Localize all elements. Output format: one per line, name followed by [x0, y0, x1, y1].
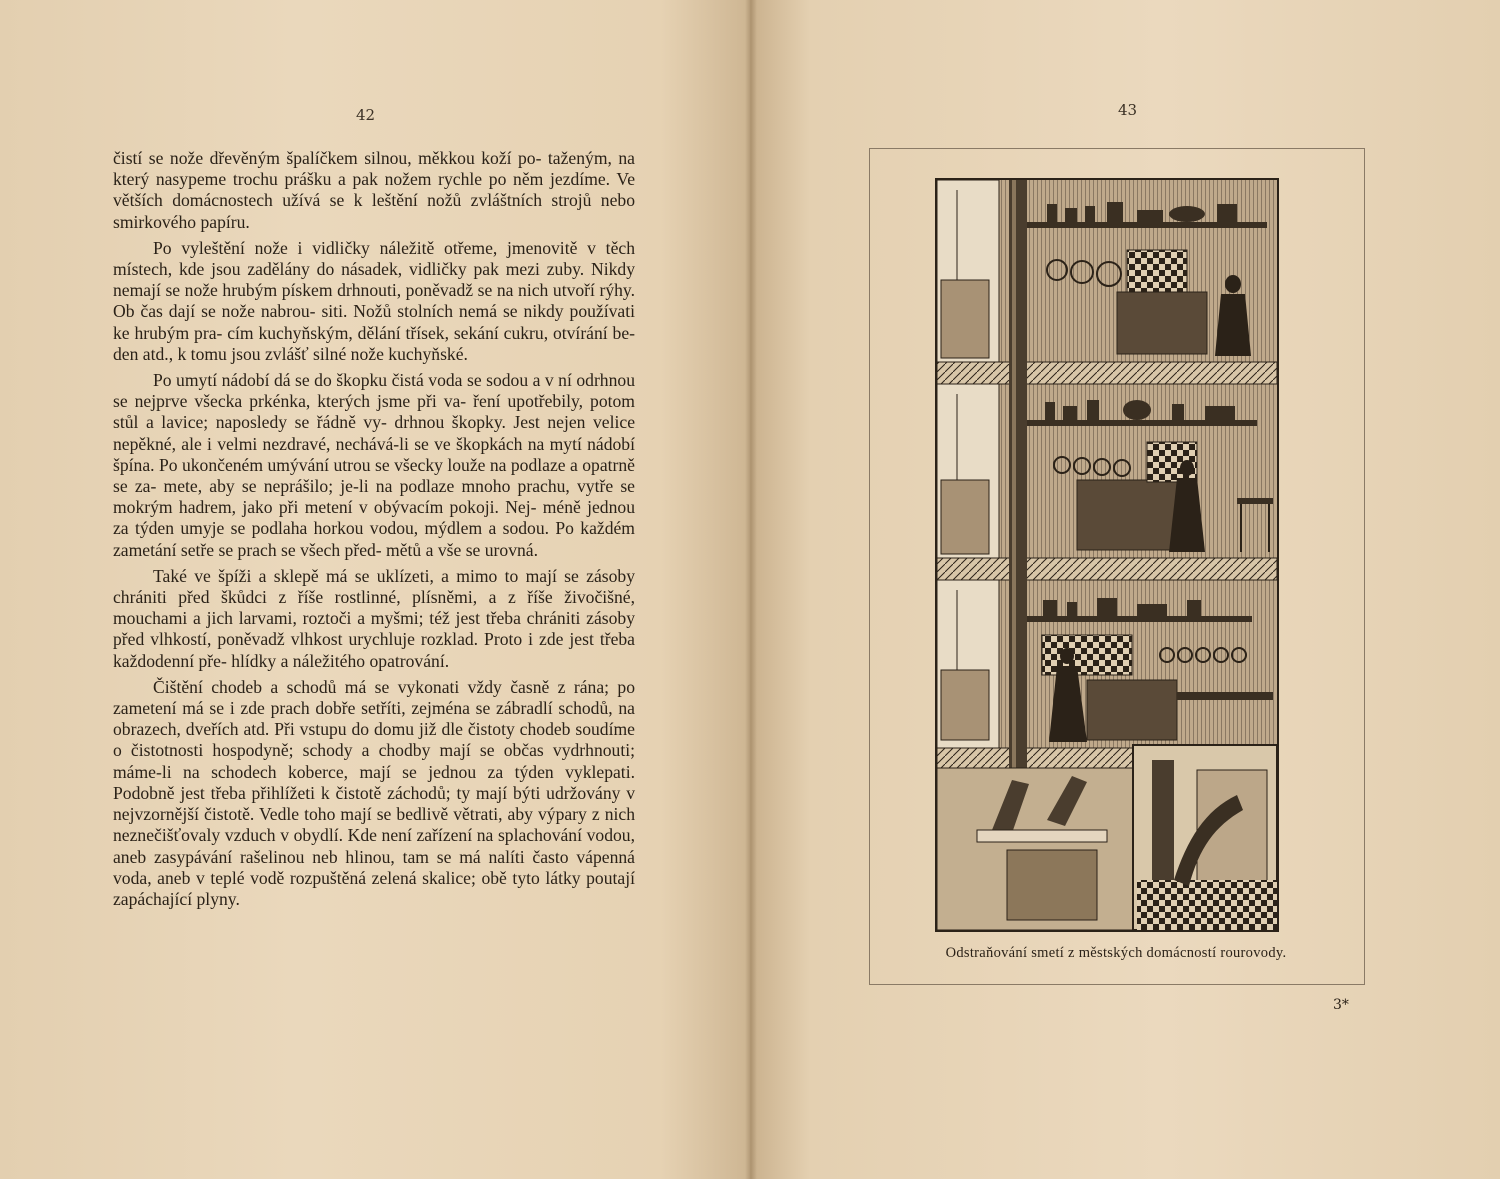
signature-mark: 3*	[1333, 997, 1349, 1013]
paragraph: Po umytí nádobí dá se do škopku čistá voda se sodou a v ní odrhnou se nejprve všecka prkénka, kterých jsme při va- ření upotřebily, potom stůl a lavice; naposledy se řádně vy- drhnou škopky. Jest nejen velice nepěkné, ale i velmi nezdravé, nechává-li se ve škopkách na mytí nádobí špína. Po ukončeném umývání utrou se všecky louže na podlaze a opatrně se za- mete, aby se neprášilo; je-li na podlaze mnoho prachu, vytře se mokrým hadrem, jako při metení v obývacím pokoji. Nej- méně jednou za týden umyje se podlaha horkou vodou, mýdlem a sodou. Po každém zametání setře se prach se všech před- mětů a vše se urovná.	[113, 370, 635, 560]
figure-caption: Odstraňování smetí z městských domácností rourovody.	[945, 945, 1287, 961]
paragraph: čistí se nože dřevěným špalíčkem silnou, měkkou koží po- taženým, na který nasypeme trochu prášku a pak nožem rychle po něm jezdíme. Ve větších domácnostech užívá se k leštění nožů zvláštních strojů nebo smirkového papíru.	[113, 148, 635, 232]
paragraph: Po vyleštění nože i vidličky náležitě otřeme, jmenovitě v těch místech, kde jsou zadělány do násadek, vidličky pak mezi zuby. Nikdy nemají se nože hrubým pískem drhnouti, poněvadž se na nich utvoří rýhy. Ob čas dají se nože nabrou- siti. Nožů stolních nemá se nikdy používati ke hrubým pra- cím kuchyňským, dělání třísek, sekání cukru, otvírání be- den atd., k tomu jsou zvlášť silné nože kuchyňské.	[113, 237, 635, 364]
engraving-illustration	[935, 178, 1279, 932]
paragraph: Také ve špíži a sklepě má se uklízeti, a mimo to mají se zásoby chrániti před škůdci z říše rostlinné, plísněmi, a z říše živočišné, mouchami a jich larvami, roztoči a myšmi; též jest třeba chrániti zásoby před vlhkostí, poněvadž vlhkost urychluje rozklad. Proto i zde jest třeba každodenní pře- hlídky a náležitého opatrování.	[113, 565, 635, 671]
body-text	[113, 148, 635, 915]
page-number-left: 42	[356, 106, 376, 124]
engraving-drawing	[937, 180, 1277, 930]
page-number-right: 43	[1118, 101, 1138, 119]
paragraph: Čištění chodeb a schodů má se vykonati vždy časně z rána; po zametení má se i zde prach dobře setříti, zejména se zábradlí schodů, na obrazech, dveřích atd. Při vstupu do domu již dle čistoty chodeb soudíme o čistotnosti hospodyně; schody a chodby mají se občas vydrhnouti; máme-li na schodech koberce, mají se jednou za týden vyklepati. Podobně jest třeba přihlížeti k čistotě záchodů; ty mají býti udržovány v nejvzornější čistotě. Vedle toho mají se bedlivě větrati, aby výpary z nich neznečišťovaly vzduch v obydlí. Kde není zařízení na splachování vodou, aneb zasypávání rašelinou neb hlinou, tam se má nalíti často vápenná voda, aneb v teplé vodě rozpuštěná zelená skalice; obě tyto látky poutají zapáchající plyny.	[113, 676, 635, 909]
book-gutter	[745, 0, 757, 1179]
